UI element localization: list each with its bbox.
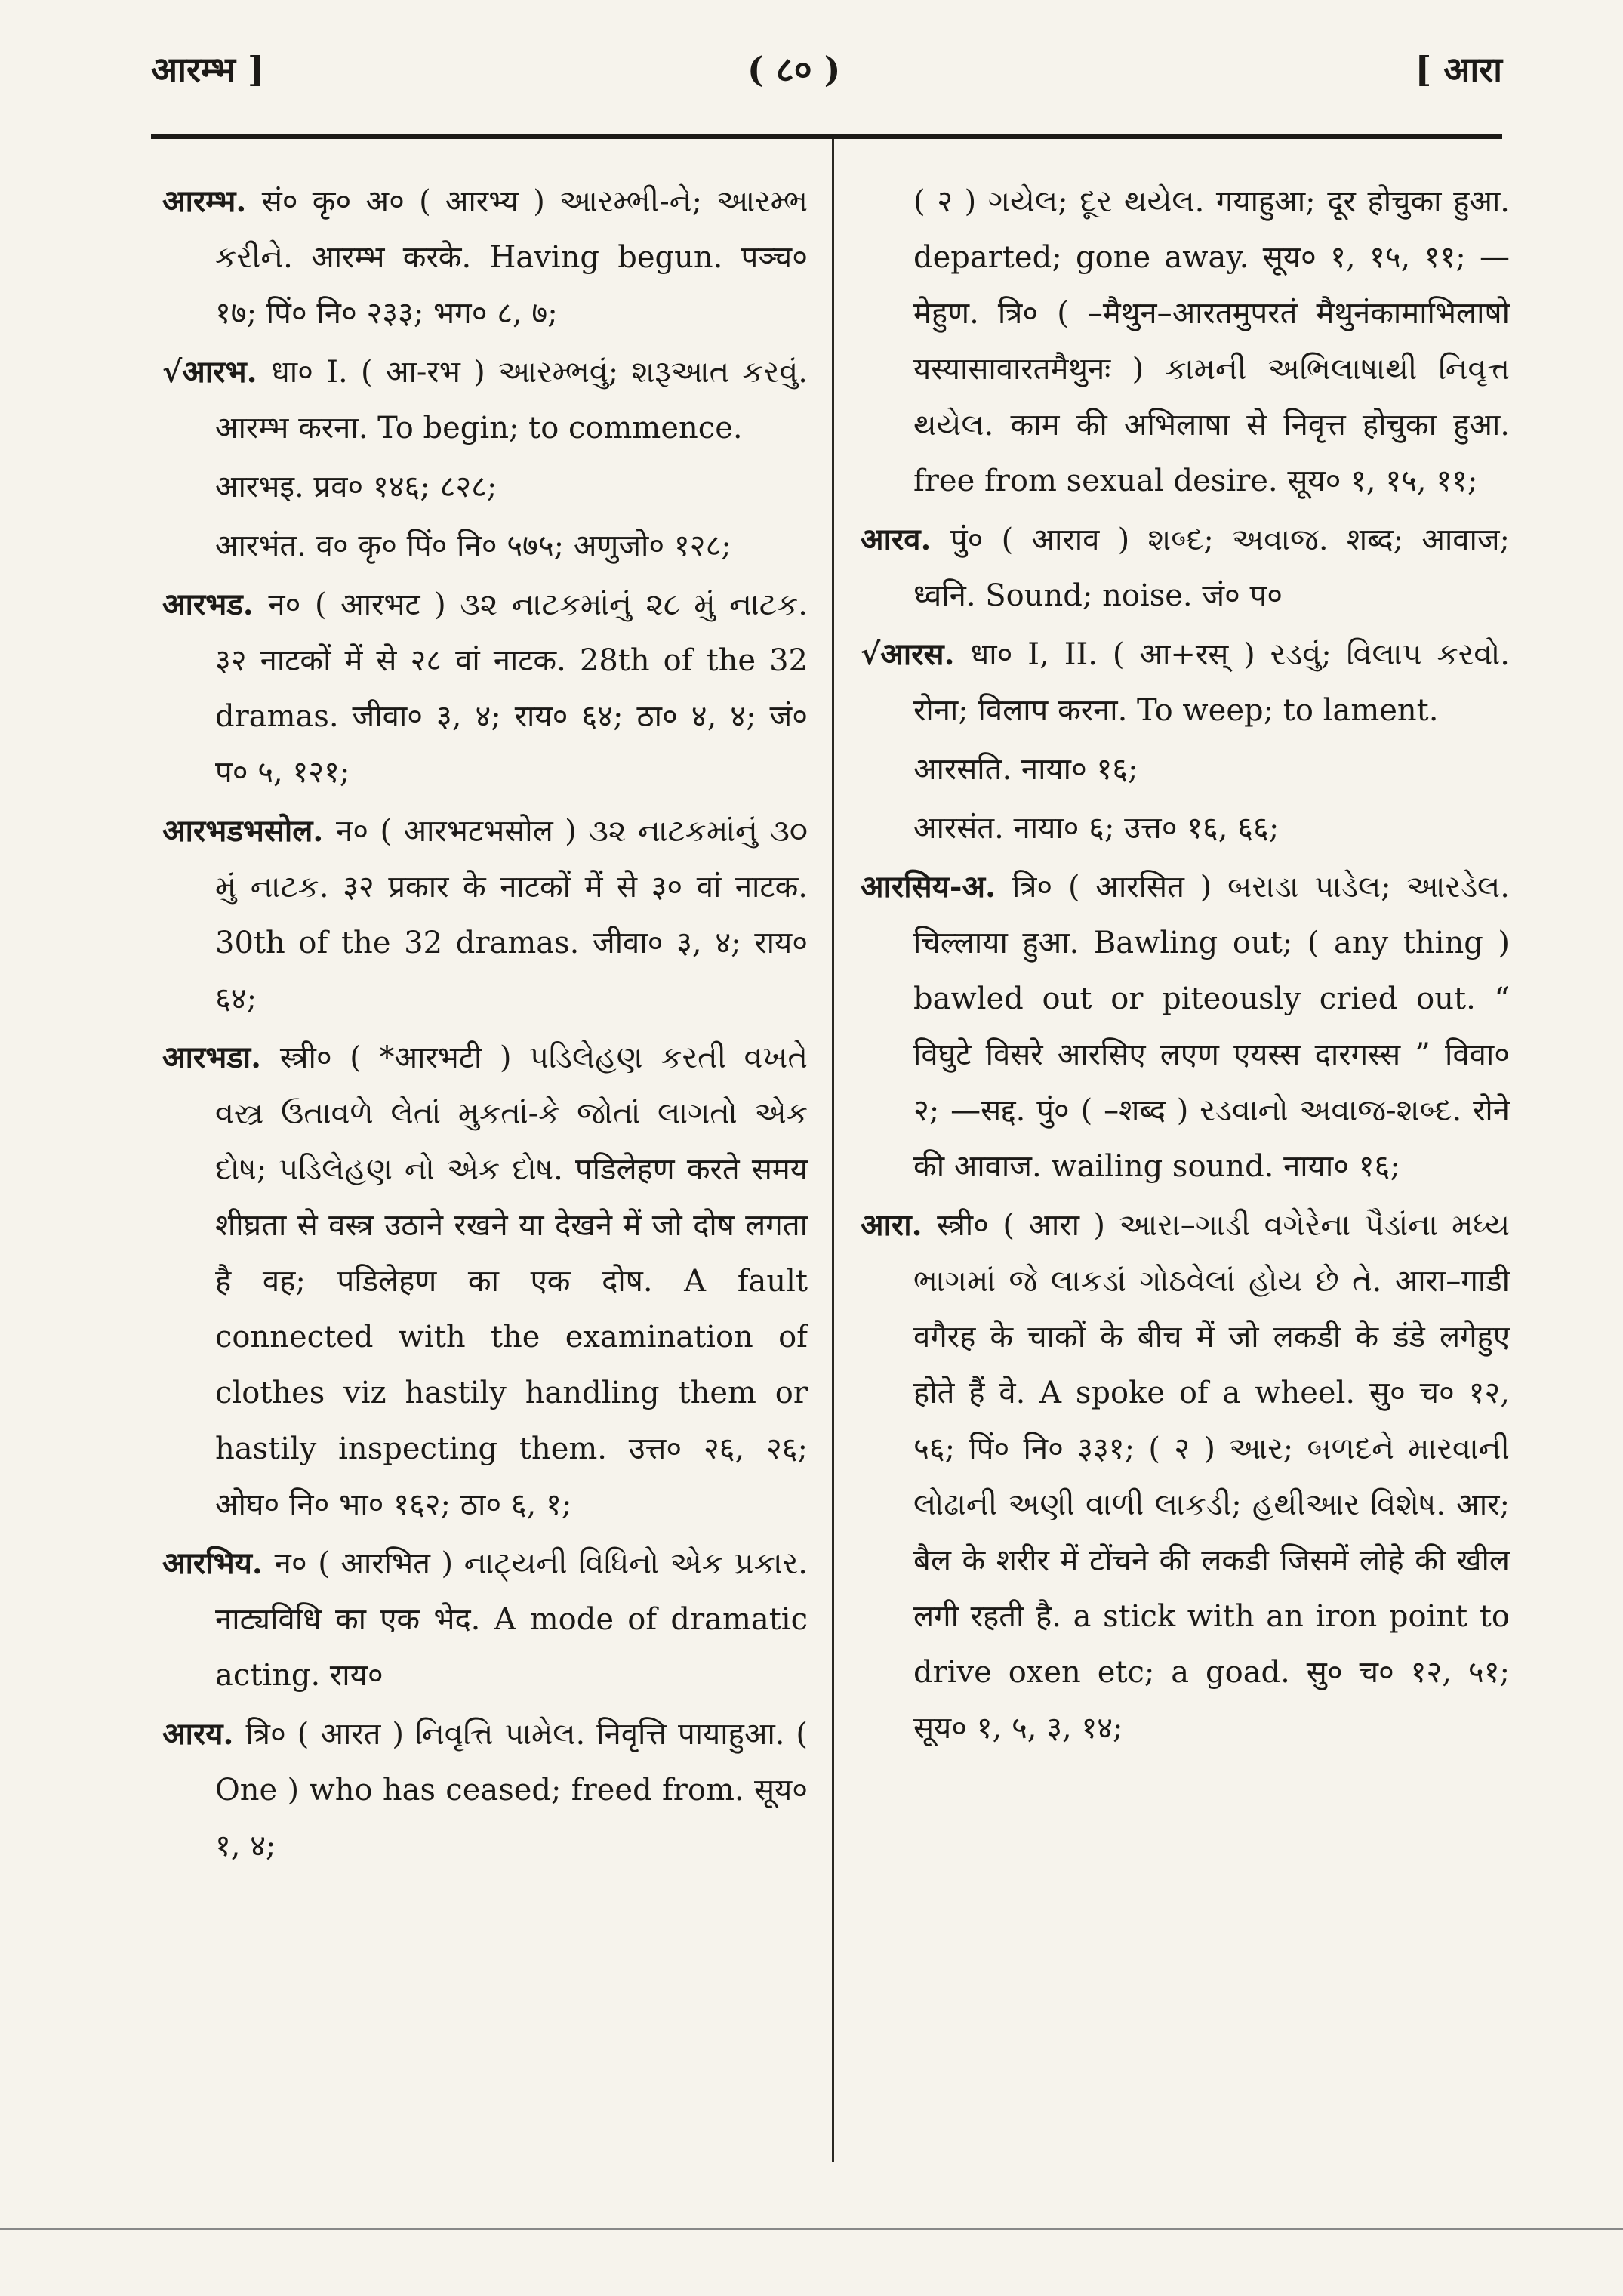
entry-definition: धा० I. ( आ-रभ ) આરમ્ભવું; શરૂઆત કરવું. आरम्भ करना. To begin; to commence. [215, 355, 808, 445]
inflection-line: आरसति. नाया० १६; [913, 752, 1138, 787]
entry-definition: सं० कृ० अ० ( आरभ्य ) આરમ્ભી-ને; આરમ્ભ કરીને. आरम्भ करके. Having begun. पञ्च० १७; पिं० नि० २३३; भग० ८, ७; [215, 184, 808, 331]
dictionary-entry [162, 577, 808, 800]
entry-definition: त्रि० ( आरत ) નિવૃત્તિ પામેલ. निवृत्ति पायाहुआ. ( One ) who has ceased; freed from. सूय० १, ४; [215, 1717, 808, 1863]
dictionary-entry [861, 627, 1510, 738]
dictionary-entry [861, 1197, 1510, 1756]
header-rule [151, 134, 1502, 139]
entry-headword: आरसिय-अ. [861, 869, 1012, 905]
dictionary-entry [162, 1536, 808, 1703]
column-divider [832, 139, 834, 2162]
header-left-guide-word: आरम्भ ] [151, 49, 264, 90]
inflection-line: आरभंत. व० कृ० पिं० नि० ५७५; अणुजो० १२८; [215, 529, 731, 563]
dictionary-entry [861, 512, 1510, 624]
page-header [151, 45, 1502, 98]
entry-definition: पुं० ( आराव ) શબ્દ; અવાજ. शब्द; आवाज; ध्वनि. Sound; noise. जं० प० [913, 522, 1510, 613]
dictionary-entry [162, 803, 808, 1027]
entry-definition: न० ( आरभट ) ૩૨ નાટકમાંનું ૨૮ મું નાટક. ३२ नाटकों में से २८ वां नाटक. 28th of the 32 dramas. जीवा० ३, ४; राय० ६४; ठा० ४, ४; जं० प० ५, १२१; [215, 587, 808, 790]
header-right-guide-word: [ आरा [1415, 49, 1502, 90]
inflection-line: आरभइ. प्रव० १४६; ८२८; [215, 470, 497, 504]
entry-definition: स्त्री० ( *आरभटी ) પડિલેહણ કરતી વખતે વસ્ત્ર ઉતાવળે લેતાં મુકતાં-કે જોતાં લાગતો એક દોષ; પડિલેહણ નો એક દોષ. पडिलेहण करते समय शीघ्रता से वस्त्र उठाने रखने या देखने में जो दोष लगता है वह; पडिलेहण का एक दोष. A fault connected with the examination of clothes viz hastily handling them or hastily inspecting them. उत्त० २६, २६; ओघ० नि० भा० १६२; ठा० ६, १; [215, 1040, 808, 1522]
dictionary-entry [162, 344, 808, 456]
entry-headword: आरभडा. [162, 1040, 280, 1075]
entry-headword: आरय. [162, 1716, 246, 1752]
page-number: ( ८० ) [747, 49, 841, 90]
entry-definition: स्त्री० ( आरा ) આરા–ગાડી વગેરેના પૈડાંના મધ્ય ભાગમાં જે લાકડાં ગોઠવેલાં હોય છે તે. आरा–गाडी वगैरह के चाकों के बीच में जो लकडी के डंडे लगेहुए होते हैं वे. A spoke of a wheel. सु० च० १२, ५६; पिं० नि० ३३१; ( २ ) આર; બળદને મારવાની લોઢાની અણી વાળી લાકડી; હથીઆર વિશેષ. आर; बैल के शरीर में टोंचने की लकडी जिसमें लोहे की खील लगी रहती है. a stick with an iron point to drive oxen etc; a goad. सु० च० १२, ५१; सूय० १, ५, ३, १४; [913, 1208, 1510, 1746]
inflection-line: आरसंत. नाया० ६; उत्त० १६, ६६; [913, 811, 1280, 846]
entry-definition: न० ( आरभटभसोल ) ૩૨ નાટકમાંનું ૩૦ મું નાટક. ३२ प्रकार के नाटकों में से ३० वां नाटक. 30th of the 32 dramas. जीवा० ३, ४; राय० ६४; [215, 814, 808, 1016]
entry-definition: त्रि० ( आरसित ) બરાડા પાડેલ; આરડેલ. चिल्लाया हुआ. Bawling out; ( any thing ) bawled out or piteously cried out. “ विघुटे विसरे आरसिए लएण एयस्स दारगस्स ” विवा० २; —सद्द. पुं० ( –शब्द ) રડવાનો અવાજ-શબ્દ. रोने की आवाज. wailing sound. नाया० १६; [913, 870, 1510, 1184]
entry-definition: धा० I, II. ( आ+रस् ) રડવું; વિલાપ કરવો. रोना; विलाप करना. To weep; to lament. [913, 637, 1510, 728]
footer-rule [0, 2228, 1623, 2230]
entry-continuation: ( २ ) ગયેલ; દૂર થયેલ. गयाहुआ; दूर होचुका हुआ. departed; gone away. सूय० १, १५, ११; —मेहुण. त्रि० ( –मैथुन–आरतमुपरतं मैथुनंकामाभिलाषो यस्यासावारतमैथुनः ) કામની અભિલાષાથી નિવૃત્ત થયેલ. काम की अभिलाषा से निवृत्त होचुका हुआ. free from sexual desire. सूय० १, १५, ११; [913, 184, 1510, 498]
entry-headword: √आरभ. [162, 354, 272, 390]
dictionary-entry [861, 859, 1510, 1194]
entry-definition: न० ( आरभित ) નાટ્યની વિધિનો એક પ્રકાર. नाट्यविधि का एक भेद. A mode of dramatic acting. राय० [215, 1546, 808, 1693]
entry-headword: आरभिय. [162, 1546, 275, 1581]
entry-headword: आरम्भ. [162, 183, 262, 219]
right-column [861, 174, 1510, 2160]
dictionary-entry [162, 174, 808, 341]
dictionary-entry [162, 1030, 808, 1533]
entry-headword: √आरस. [861, 636, 971, 672]
entry-headword: आरा. [861, 1207, 938, 1243]
entry-headword: आरभड. [162, 587, 269, 622]
entry-headword: आरभडभसोल. [162, 813, 337, 849]
entry-headword: आरव. [861, 522, 950, 557]
left-column [162, 174, 808, 2160]
dictionary-entry [162, 1706, 808, 1874]
